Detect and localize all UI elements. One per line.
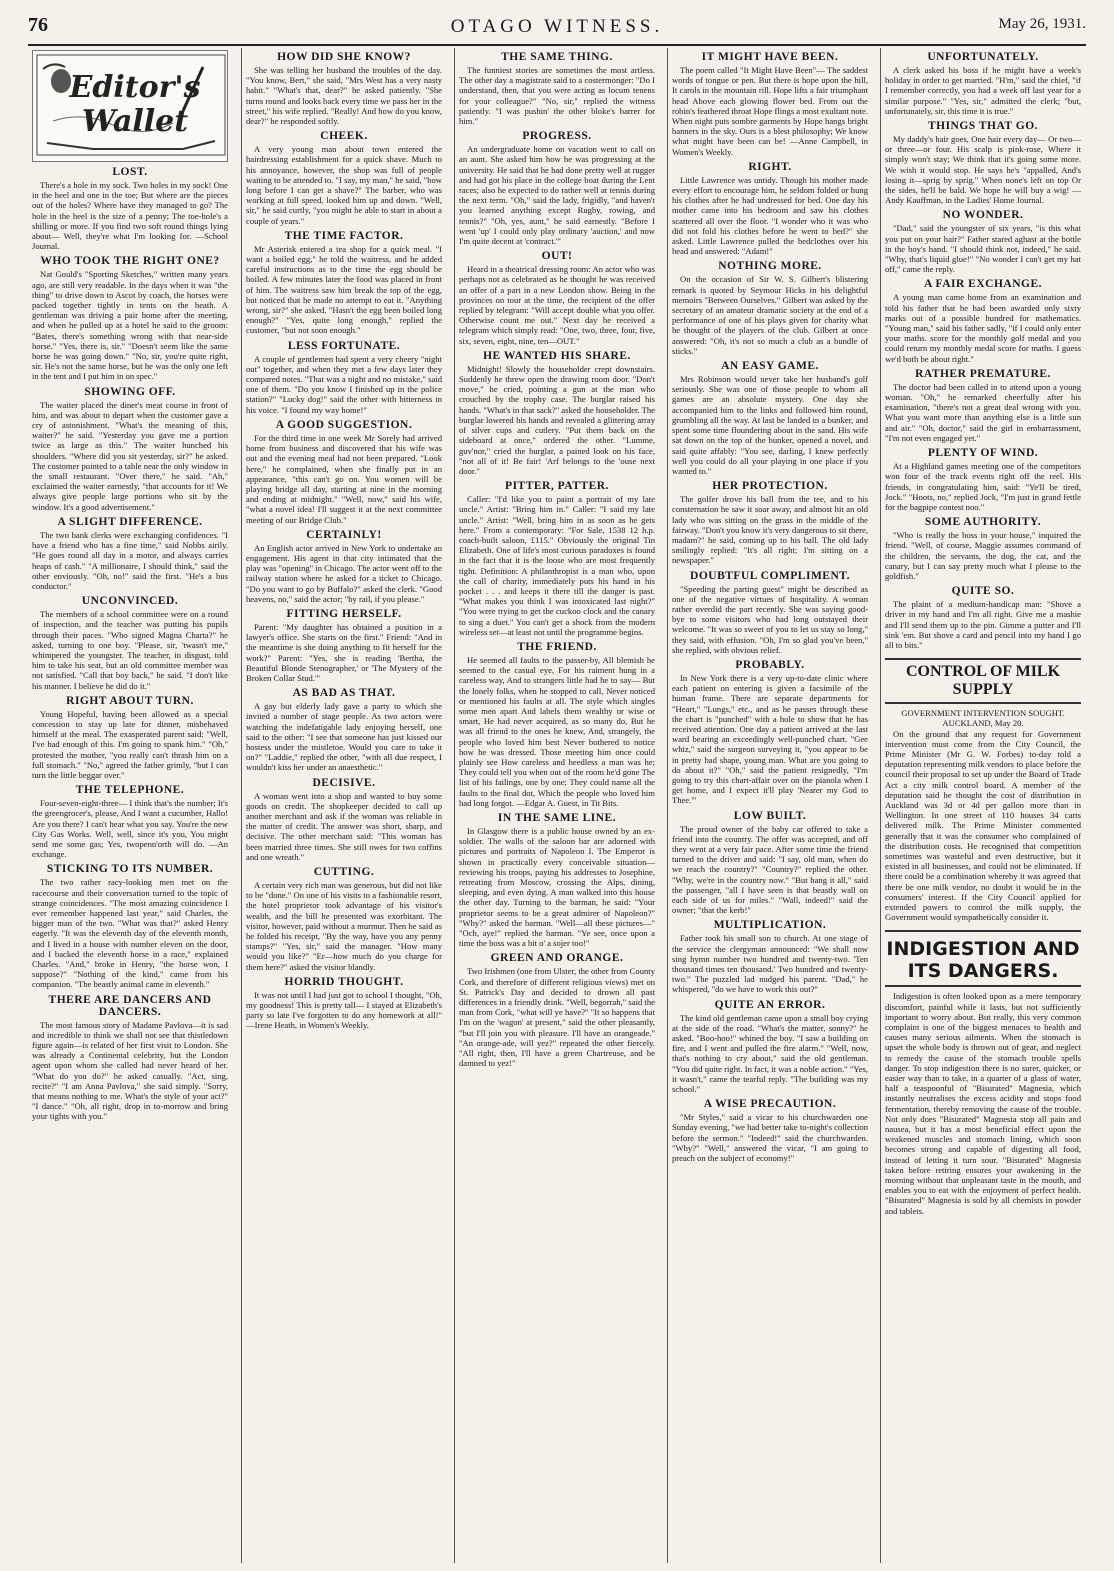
- article-body: On the ground that any request for Government intervention must come from the City Council, the Prime Minister (Mr G. W. Forbes) to-day told a deputation representing milk vendors to place before the council their proposal to set up under the Board of Trade Act a city milk control board. A member of the deputation said he thought the cost of distribution in Auckland was 3d or 4d per gallon more than in Wellington. In one street of 110 houses 34 carts delivered milk. The Prime Minister commented generally that it was the consumer who complained of the distribution costs. He recognised that competition sometimes was wasteful and even destructive, but it existed in all businesses, and could not be eliminated. If there could be a combination whereby it was agreed that there be one milk vendor, no doubt it would be in the consumers' interest. If the City Council applied for extended powers to control the milk supply, the Government would sympathetically consider it.: [885, 728, 1081, 923]
- article-body: Young Hopeful, having been allowed as a special concession to stay up late for dinner, misbehaved himself at the meal. The exasperated parent said: "Well, I've had enough of this. I'm going to spank him." "Oh," protested the mother, "you really can't thrash him on a full stomach." "No," agreed the father grimly, "but I can turn the little beggar over.": [32, 708, 228, 780]
- article: [459, 812, 655, 948]
- article-headline: QUITE SO.: [951, 585, 1015, 598]
- article-body: The waiter placed the diner's meat course in front of him, and was about to depart when the customer gave a cry of astonishment. "What's the meaning of this, waiter?" he said. "Yesterday you gave me a portion twice as large as this." The waiter hunched his shoulders. "Where did you sit yesterday, sir?" he asked. The customer pointed to a table near the only window in the small restaurant. "Over there," he said. "Ah," exclaimed the waiter earnestly, "that accounts for it! We always give people large portions who sit by the window. It's a good advertisement.": [32, 399, 228, 512]
- article-body: Mr Asterisk entered a tea shop for a quick meal. "I want a boiled egg," he told the waitress, and he added careful instructions as to the time the egg should be boiled. A few minutes later the food was placed in front of him. The waitress saw him break the top of the egg, but noticed that he made no attempt to eat it. "Anything wrong, sir?" she asked. "Hasn't the egg been boiled long enough?" "Yes, quite long enough," replied the customer, "but not soon enough.": [246, 243, 442, 336]
- article-body: In Glasgow there is a public house owned by an ex-soldier. The walls of the saloon bar are adorned with pictures and portraits of Napoleon I. The Emperor is shown in practically every conceivable situation—reviewing his troops, paying his addresses to Josephine, retreating from Moscow, crossing the Alps, dining, sleeping, and even dying. A man walked into this house the other day. Turning to the barman, he said: "Your proprietor seems to be a great admirer of Napoleon?" "Why?" asked the barman. "Well—all these pictures—" "Och, aye!" replied the barman. "Ye see, once upon a time the boss was a bit o' a sojer too!": [459, 826, 655, 949]
- article-headline: THE FRIEND.: [517, 640, 597, 653]
- article: [672, 51, 868, 157]
- column-3: [454, 48, 659, 1563]
- article-headline: CHEEK.: [320, 130, 368, 143]
- article-body: The proud owner of the baby car offered to take a friend into the country. The offer was accepted, and off they went at a very fair pace. After some time the friend turned to the driver and said: "I say, old man, when do we reach the country?" "Country?" replied the other. "Why, we're in the country now." "But hang it all," said the passenger, "all I have seen is that beastly wall on each side of us for miles." "Wall, indeed!" said the owner; "that the kerb!": [672, 823, 868, 916]
- article-body: The most famous story of Madame Pavlova—it is sad and incredible to think we shall not see that thistledown figure again—is related of her first visit to London. She was already a Continental celebrity, but the London agent upon whom she called had never heard of her. "What do you do?" he asked casually. "Act, sing, recite?" "I am Anna Pavlova," she said simply. "Sorry, that means nothing to me. What's the style of your act?" "I dance." "Oh, all right, drop in to-morrow and bring your tights with you.": [32, 1019, 228, 1122]
- article-body: "Dad," said the youngster of six years, "is this what you put on your hair?" Father stared aghast at the bottle in the boy's hand. "I should think not, indeed," he said. "Why, that's liquid glue!" "No wonder I can't get my hat off," came the reply.: [885, 223, 1081, 275]
- article: [672, 161, 868, 257]
- article-headline: SHOWING OFF.: [84, 385, 176, 398]
- article: [885, 209, 1081, 274]
- article-body: Midnight! Slowly the householder crept downstairs. Suddenly he threw open the drawing room door. "Don't move," he cried, pointing a gun at the man who crouched by the trophy case. The burglar raised his hands. "What's in that sack?" asked the householder. The burglar lowered his hands and revealed a glittering array of silver cups and cutlery. "Put them back on the sideboard at once," ordered the other. "Lumme, guv'nor," cried the burglar, a pained look on his face, "not all of it! Be fair! 'Arf belongs to the 'ouse next door.": [459, 363, 655, 476]
- article-body: Parent: "My daughter has obtained a position in a lawyer's office. She starts on the first." Friend: "And in the meantime is she doing anything to fit herself for the work?" Parent: "Yes, she is reading 'Bertha, the Beautiful Blonde Stenographer,' or 'The Mystery of the Broken Collar Stud.'": [246, 621, 442, 683]
- article-body: The funniest stories are sometimes the most artless. The other day a magistrate said to a costermonger: "Do I understand, then, that you were acting as locum tenens for your colleague?" "No, sir," replied the witness patiently. "I was pushin' the other bloke's barrer for him.": [459, 65, 655, 127]
- article: [885, 278, 1081, 363]
- article-headline: RIGHT.: [748, 160, 792, 173]
- article-body: A certain very rich man was generous, but did not like to be "done." On one of his visits to a fashionable resort, the hotel proprietor took advantage of his visitor's wealth, and the bill he presented was exorbitant. The visitor, however, paid without a murmur. Then he said as he folded his receipt, "By the way, have you any penny stamps?" "Yes, sir," said the manager. "How many would you like?" "Er—how much do you charge for them here?" asked the visitor blandly.: [246, 880, 442, 972]
- article-body: Heard in a theatrical dressing room: An actor who was perhaps not as celebrated as he thought he was received an offer of a part in a new London show. Being in the provinces on tour at the time, the recipient of the offer replied by telegram: "Will accept double what you offer. Otherwise count me out." Next day he received a telegram which simply read: "One, two, three, four, five, six, seven, eight, nine, ten—OUT.": [459, 264, 655, 346]
- article-body: A gay but elderly lady gave a party to which she invited a number of stage people. As two actors were watching the indefatigable lady enjoying herself, one said to the other: "I see that someone has just kissed our hostess under the mistletoe. Would you care to take it on?" "Laddie," replied the other, "with all due respect, I wouldn't kiss her under an anaesthetic.": [246, 701, 442, 773]
- article: [32, 166, 228, 251]
- article: [885, 516, 1081, 581]
- logo-line-1: Editor's: [69, 70, 201, 105]
- article-headline: PROBABLY.: [735, 658, 805, 671]
- article: [459, 51, 655, 126]
- article-body: For the third time in one week Mr Sorely had arrived home from business and discovered that his wife was out and the evening meal had not been prepared. "Look here," he complained, when she finally put in an appearance, "this can't go on. You women will be playing bridge all day, starting at nine in the morning and ending at midnight." "Well, now," said his wife, "what a novel idea! I'll suggest it at the next committee meeting of our Bridge Club.": [246, 432, 442, 525]
- article-body: The plaint of a medium-handicap man: "Shove a driver in my hand and I'm all right. Give me a mashie and I'll send them up to the pin. Gimme a putter and I'll sink 'em. But shove a card and pencil into my hand I go all to bits.": [885, 599, 1081, 650]
- article: [246, 777, 442, 862]
- article: [459, 350, 655, 476]
- article-headline: LOW BUILT.: [733, 809, 807, 822]
- article-headline: AN EASY GAME.: [721, 360, 819, 373]
- article-body: An undergraduate home on vacation went to call on an aunt. She asked him how he was progressing at the university. He said that he had done pretty well at rugger and had got his place in the college boat during the Lent races; also he expected to do rather well at tennis during the next term. "Oh," said the lady, frigidly, "and haven't you learned anything except Rugby, rowing, and tennis?" "Oh, yes, aunt," he said earnestly. "Before I went 'up' I could only play ordinary 'auction,' and now I'm quite decent at 'contract.'": [459, 144, 655, 247]
- article: [32, 595, 228, 691]
- article-headline: THINGS THAT GO.: [927, 120, 1039, 133]
- article: [32, 386, 228, 512]
- column-2-articles: [242, 51, 446, 1031]
- article: [459, 480, 655, 637]
- article: [885, 585, 1081, 650]
- article: [672, 260, 868, 356]
- article: [672, 360, 868, 476]
- article: [885, 120, 1081, 205]
- article-headline: LESS FORTUNATE.: [287, 339, 401, 352]
- article-headline: OUT!: [541, 250, 573, 263]
- article: [459, 250, 655, 346]
- article: [32, 255, 228, 381]
- article-body: My daddy's hair goes, One hair every day— Or two—or three—or four. His scalp is pink-rose, Where it simply won't stay; We think that it's going some more. We wish it would stop. He says he's "appalled, And's losing it—sprig by sprig." When none's left on top Or the sides, he'll be bald. We hope he will buy a wig! —Andy Kauffman, in the Ladies' Home Journal.: [885, 134, 1081, 206]
- article-headline: PROGRESS.: [522, 130, 592, 143]
- article: [885, 658, 1081, 922]
- article: [459, 641, 655, 808]
- article-body: "Speeding the parting guest" might be described as one of the negative virtues of hospitality. A woman rather overdid the part recently. She was saying good-bye to some visitors who had long outstayed their welcome. "It was so sweet of you to let us stay so long," they said, with effusion. "Oh, I'm so glad you've been," she replied, with obvious relief.: [672, 583, 868, 655]
- article-body: The members of a school committee were on a round of inspection, and the teacher was putting his pupils through their paces. "Who signed Magna Charta?" he asked, turning to one boy. "Please, sir, 'twasn't me," whimpered the youngster. The teacher, in disgust, told him to take his seat, but an old committee member was not satisfied. "Call that boy back," he said. "I don't like his manner. I believe he did do it.": [32, 609, 228, 691]
- article: [246, 976, 442, 1031]
- article: [459, 952, 655, 1068]
- article-headline: THE SAME THING.: [501, 51, 613, 63]
- article-headline: RATHER PREMATURE.: [915, 367, 1051, 380]
- article: [246, 608, 442, 683]
- article-headline: HOW DID SHE KNOW?: [277, 51, 411, 63]
- logo-text: [53, 71, 217, 139]
- article-body: The poem called "It Might Have Been"— The saddest words of tongue or pen. But there is hope upon the hill, It carols in the mountain rill. Hope lifts a fair triumphant head Above each glowing flower bed. From out the robin's feathered throat Hope flings a most exultant note. When night puts sombre garments by Hope hangs bright banners in the sky. Ours is a blest philosophy; We know what might have been can be! —Anne Campbell, in Women's Weekly.: [672, 65, 868, 157]
- column-4-articles: [668, 51, 872, 1163]
- article-headline: IN THE SAME LINE.: [497, 812, 617, 824]
- article-body: Nat Gould's "Sporting Sketches," written many years ago, are still very readable. In the days when it was "the thing" to drive down to Ascot by coach, the horses were packed together tightly in tents on the heath. A gentleman was driving a pair home after the meeting, and when he pulled up at a hotel he said to the groom: "Bates, there's something wrong with that near-side horse." "Yes, there is, sir." "Doesn't seem like the same horse he was going down." "No, sir, you're quite right, sir. He's not the same horse, but he was the only one left in the tent and I put him in on spec.": [32, 269, 228, 382]
- article-headline: HE WANTED HIS SHARE.: [483, 349, 631, 362]
- article: [885, 51, 1081, 116]
- article-headline: THE TELEPHONE.: [75, 784, 185, 797]
- column-4: [667, 48, 872, 1563]
- article-body: A woman went into a shop and wanted to buy some goods on credit. The shopkeeper decided to call up another merchant and ask if the woman was reliable in the matter of credit. The answer was short, sharp, and decisive. The other merchant said: "This woman has been married three times. She still owes for two coffins and one wreath.": [246, 790, 442, 862]
- article-body: The kind old gentleman came upon a small boy crying at the side of the road. "What's the matter, sonny?" he asked. "Boo-hoo!" whined the boy. "I saw a building on fire, and I went and pulled the fire alarm." "Well, now, that's nothing to cry about," said the old gentleman. "You did quite right. In fact, it was a noble action." "Yes, it wasn't," came the tearful reply. "The building was my school.": [672, 1012, 868, 1095]
- article-body: There's a hole in my sock. Two holes in my sock! One in the heel and one in the toe; But where are the pieces out of the holes? Where have they managed to go? The hole in the heel is the size of a penny; The toe-hole's a shilling or more. If you find two soft round things lying about— Well, they're what I'm looking for. —School Journal.: [32, 180, 228, 252]
- columns: [28, 48, 1086, 1563]
- article-headline: QUITE AN ERROR.: [714, 998, 826, 1011]
- article: [246, 340, 442, 415]
- article-headline: AS BAD AS THAT.: [292, 687, 396, 700]
- article-body: A very young man about town entered the hairdressing establishment for a quick shave. Much to his annoyance, however, the shop was full of people waiting to be attended to. "I say, my man," he said, "how long before I can get a shave?" The barber, who was working at full speed, looked him up and down. "Well, sir," he said curtly, "you might be able to start in about a couple of years.": [246, 144, 442, 226]
- article-body: "Who is really the boss in your house," inquired the friend. "Well, of course, Maggie assumes command of the children, the servants, the dog, the cat, and the canary, but I can say pretty much what I please to the goldfish.": [885, 530, 1081, 581]
- article-headline: CONTROL OF MILK SUPPLY: [885, 658, 1081, 704]
- article-headline: THE TIME FACTOR.: [284, 229, 404, 242]
- article-body: In New York there is a very up-to-date clinic where each patient on entering is given a facsimile of the human frame. There are separate departments for "Heart," "Lungs," etc., and as he passes through these the chart is "punched" with a hole to show that he has received attention. One day a patient arrived at the last ward bearing an exceedingly well-punched chart. "Gee whiz," said the surgeon surveying it, "you appear to be in pretty bad shape, young man. What are you going to do about it?" "Oh," said the patient resignedly, "I'm going to try this chart-affair over on the pianola when I get home, and I expect it'll play 'Nearer my God to Thee.'": [672, 672, 868, 806]
- article: [672, 659, 868, 806]
- logo-line-2: Wallet: [81, 104, 189, 139]
- article: [672, 570, 868, 655]
- article-body: It was not until I had just got to school I thought, "Oh, my goodness! This is pretty tall— I stayed at Elizabeth's party so late I've forgotten to do any homework at all!" —Irene Heath, in Women's Weekly.: [246, 989, 442, 1031]
- column-2: [241, 48, 446, 1563]
- article-headline: A FAIR EXCHANGE.: [923, 278, 1042, 291]
- masthead: [28, 10, 1086, 46]
- article-headline: RIGHT ABOUT TURN.: [66, 694, 194, 707]
- article: [672, 919, 868, 994]
- article-headline: IT MIGHT HAVE BEEN.: [701, 51, 839, 63]
- article-headline: NO WONDER.: [942, 209, 1024, 222]
- article: [885, 930, 1081, 1215]
- article: [672, 480, 868, 565]
- article-body: A young man came home from an examination and told his father that he had been awarded only sixty marks out of a possible hundred for mathematics. "Young man," said his father sadly, "if I could only enter your maths. score for the monthly golf medal and you could return my monthly medal score for maths. I guess we'd both be about right.": [885, 292, 1081, 364]
- article-headline: THERE ARE DANCERS AND DANCERS.: [48, 993, 212, 1018]
- article-body: Little Lawrence was untidy. Though his mother made every effort to encourage him, he seldom folded or hung his clothes after he had undressed for bed. One day his mother came into his bedroom and saw his clothes scattered all over the floor. "I wonder who it was who did not fold his clothes before he went to bed?" she asked. Little Lawrence pulled the bedclothes over his head and answered: "Adam!": [672, 174, 868, 257]
- editors-wallet-logo: [32, 50, 228, 162]
- article-body: Two Irishmen (one from Ulster, the other from County Cork, and therefore of different religious views) met on St. Patrick's Day and decided to drown all past differences in a friendly drink. "Well, begorrah," said the man from Cork, "what will ye have?" "It so happens that I'm on the 'wagon' at present," said the other pleasantly, "but I'll join you with pleasure. I'll have an orangeade." "An orange-ade, will yez?" repeated the other fiercely. "All right, then, I'll have a green Chartreuse, and be damned to yez!": [459, 966, 655, 1069]
- article-body: The doctor had been called in to attend upon a young woman. "Oh," he remarked cheerfully after his examination, "there's not a great deal wrong with you. What you want more than anything else is a little sun and air." "Oh, doctor," said the girl in embarrassment, "I'm not even engaged yet.": [885, 381, 1081, 443]
- article-body: At a Highland games meeting one of the competitors won four of the track events right off the reel. His friends, in congratulating him, said: "Ye'll be tired, Jock." "Hoots, no," replied Jock, "I'm just in grand fettle for the bagpipe contest noo.": [885, 461, 1081, 512]
- article-body: On the occasion of Sir W. S. Gilbert's blistering remark is quoted by Seymour Hicks in his delightful memoirs "Between Ourselves." Gilbert was asked by the secretary of an amateur dramatic society at the end of a performance of one of his plays given for charity what he thought of the players of the club. Gilbert at once answered: "Oh, it's not so much a club as a bundle of sticks.": [672, 274, 868, 356]
- article-headline: SOME AUTHORITY.: [924, 516, 1042, 529]
- article: [672, 1098, 868, 1163]
- article: [246, 529, 442, 604]
- article-body: Four-seven-eight-three— I think that's the number; It's the greengrocer's, please, And I want a cucumber, Hallo! Are you there? I can't hear what you say. You're the new City Gas Works. Well, well, since it's you, You might send me some gas; Yes, twopenn'orth will do. —An exchange.: [32, 798, 228, 860]
- column-5-articles: [881, 51, 1085, 1216]
- article-body: A clerk asked his boss if he might have a week's holiday in order to get married. "H'm," said the chief, "if I remember correctly, you had a week off last year for a similar purpose." "Yes, sir," admitted the clerk; "but, unfortunately, sir, this time it is true.": [885, 65, 1081, 116]
- column-5: [880, 48, 1085, 1563]
- article-subheading: GOVERNMENT INTERVENTION SOUGHT.: [901, 708, 1065, 719]
- article-headline: CERTAINLY!: [306, 528, 382, 541]
- article: [459, 130, 655, 246]
- article-headline: GREEN AND ORANGE.: [490, 952, 624, 965]
- article-headline: DOUBTFUL COMPLIMENT.: [690, 569, 850, 582]
- article-headline: STICKING TO ITS NUMBER.: [46, 863, 214, 876]
- column-1-articles: [32, 166, 228, 1122]
- article-body: An English actor arrived in New York to undertake an engagement. His agent in that city intimated that the play was "opening" in Chicago. The actor went off to the railway station where he asked for a ticket to Chicago. "Do you want to go by Buffalo?" asked the clerk. "Good heavens, no," said the actor; "by rail, if you please.": [246, 542, 442, 604]
- article-headline: PLENTY OF WIND.: [927, 447, 1039, 460]
- article-body: A couple of gentlemen had spent a very cheery "night out" together, and when they met a few days later they compared notes. "That was a night and no mistake," said one of them. "Do you know I finished up in the police station?" "Lucky dog!" said the other with bitterness in his voice. "I found my way home!": [246, 353, 442, 415]
- newspaper-title: OTAGO WITNESS.: [450, 16, 664, 37]
- article: [246, 866, 442, 972]
- article-headline: HORRID THOUGHT.: [284, 975, 404, 988]
- article-headline: UNFORTUNATELY.: [927, 51, 1039, 63]
- article: [32, 695, 228, 780]
- article-body: Caller: "I'd like you to paint a portrait of my late uncle." Artist: "Bring him in." Caller: "I said my late uncle." Artist: "Well, bring him in as soon as he gets here." From a contemporary: "For Sale, 1538 12 h.p. coach-built saloon, £115." Obviously the original Tin Elizabeth. One of life's most curious paradoxes is found in the fact that it is the loose who are most frequently tight. Definition: A philanthropist is a man who, upon the call of charity, immediately puts his hand in his pocket . . . and keeps it there till the danger is past. "What makes you think I was intoxicated last night?" "You were trying to get the cuckoo clock and the canary to sing a duet." You can't get a shock from the modern wireless set—at least not until the programme begins.: [459, 494, 655, 637]
- article-body: She was telling her husband the troubles of the day. "You know, Bert," she said, "Mrs West has a very nasty habit." "What's that, dear?" he asked patiently. "She turns round and looks back every time we pass her in the street," his wife replied. "Really! And how do you know, dear?" he responded softly.: [246, 65, 442, 127]
- article: [32, 863, 228, 989]
- article-body: Father took his small son to church. At one stage of the service the clergyman announced: "We shall now sing hymn number two hundred and twenty-two. 'Ten thousand times ten thousand.' Two hundred and twenty-two." The puzzled lad nudged his parent. "Dad," he whispered, "do we have to work this out?": [672, 933, 868, 995]
- article-headline: A WISE PRECAUTION.: [703, 1098, 837, 1111]
- article-headline: LOST.: [112, 166, 148, 178]
- article-body: The two bank clerks were exchanging confidences. "I have a friend who has a fine time," said Nobbs airily. "He goes round all day in a motor, and always carries heaps of cash." "A millionaire, I should think," said the other enviously. "Oh, no!" said the first. "He's a bus conductor.": [32, 529, 228, 591]
- article-body: The two rather racy-looking men met on the racecourse and their conversation turned to the topic of strange coincidences. "The most amazing coincidence I ever remember happened last year," said Charles, the bigger man of the two. "What was that?" asked Henry eagerly. "It was the eleventh day of the eleventh month, and I lived in a house with number eleven on the door, and I backed the eleventh horse in a race," explained Charles. "And," broke in Henry, "the horse won, I suppose?" "Nothing of the kind," came from his companion. "The beastly animal came in eleventh.": [32, 877, 228, 990]
- article-dateline: AUCKLAND, May 20.: [942, 718, 1024, 729]
- article: [32, 784, 228, 859]
- article-body: "Mr Styles," said a vicar to his churchwarden one Sunday evening, "we had better take to-night's collection before the sermon." "Indeed!" said the churchwarden. "Why?" "Well," answered the vicar, "I am going to preach on the subject of economy!": [672, 1112, 868, 1164]
- article: [672, 810, 868, 916]
- article-headline: MULTIPLICATION.: [713, 919, 827, 932]
- article-headline: NOTHING MORE.: [718, 260, 822, 273]
- article-body: Indigestion is often looked upon as a mere temporary discomfort, painful while it lasts, but not sufficiently important to worry about. But really, this very common complaint is one of the biggest menaces to health and causes many serious ailments. When the stomach is upset the whole body is thrown out of gear, and neglect to remedy the cause of the stomach trouble spells danger. To stop indigestion there is no surer, quicker, or easier way than to take, in a quarter of a glass of water, half a teaspoonful of "Bisurated" Magnesia, which instantly neutralises the excess acidity and stops food fermentation, thereby removing the cause of the trouble. Not only does "Bisurated" Magnesia stop all pain and nausea, but it has a most beneficial effect upon the weakened muscles and stomach lining, which soon becomes strong and capable of digesting all food, instead of letting it turn sour. "Bisurated" Magnesia taken before retiring ensures your awakening in the morning without that unpleasant taste in the mouth, and enables you to eat with the enjoyment of perfect health. "Bisurated" Magnesia is sold by all chemists in powder and tablets.: [885, 991, 1081, 1216]
- article-headline: INDIGESTION AND ITS DANGERS.: [885, 930, 1081, 987]
- article: [672, 999, 868, 1095]
- article: [246, 419, 442, 525]
- article-body: He seemed all faults to the passer-by, All blemish he seemed to the casual eye, For his raiment hung in a careless way, And to strangers little had he to say— But the lonely folks, when he stopped to call, Never noticed or mentioned his faults at all. The style which singles some men apart And labels them wealthy or wise or smart, He had never acquired, as so many do, But he was all friend to the ones he knew, And, strangely, the people who loved him best Never bothered to notice how he was dressed. Those meeting him once could plainly see How careless and heedless a man was he; They could tell you when out of the room he'd gone The list of his failings, one by one; They could name all the faults to the final dot, Which the people who loved him had long forgot. —Edgar A. Guest, in Tit Bits.: [459, 654, 655, 808]
- article-headline: DECISIVE.: [312, 776, 376, 789]
- article: [885, 368, 1081, 443]
- column-1: [28, 48, 232, 1563]
- article: [246, 687, 442, 772]
- page-number: 76: [28, 14, 48, 36]
- issue-date: May 26, 1931.: [998, 16, 1086, 32]
- column-3-articles: [455, 51, 659, 1068]
- article-headline: FITTING HERSELF.: [286, 607, 402, 620]
- article-headline: A SLIGHT DIFFERENCE.: [57, 515, 203, 528]
- article: [32, 516, 228, 591]
- article-headline: PITTER, PATTER.: [505, 480, 609, 493]
- article-headline: A GOOD SUGGESTION.: [275, 418, 413, 431]
- article: [246, 230, 442, 336]
- article-body: The golfer drove his ball from the tee, and to his consternation he saw it soar away, and almost hit an old lady who was sitting on the grass in the middle of the fairway. "Don't you know it's very dangerous to sit there, madam?" he said, coming up to his ball. The old lady smilingly replied: "It's all right; I'm sitting on a newspaper.": [672, 494, 868, 566]
- article-headline: UNCONVINCED.: [81, 595, 179, 608]
- article-body: Mrs Robinson would never take her husband's golf seriously. She was one of those people to whom all games are an absolute mystery. One day she accompanied him to the links and followed him round, grumbling all the way. At last he landed in a bunker, and spent some time floundering about in the sand. His wife sat down on the top of the bunker, opened a novel, and said quite affably: "You see, darling, I knew perfectly well you could do all your playing in one place if you wanted to.": [672, 374, 868, 476]
- article-headline: WHO TOOK THE RIGHT ONE?: [40, 255, 220, 268]
- article: [246, 51, 442, 126]
- article: [32, 994, 228, 1122]
- article-headline: CUTTING.: [313, 866, 375, 878]
- article: [246, 130, 442, 226]
- article: [885, 447, 1081, 512]
- article-headline: HER PROTECTION.: [712, 480, 828, 493]
